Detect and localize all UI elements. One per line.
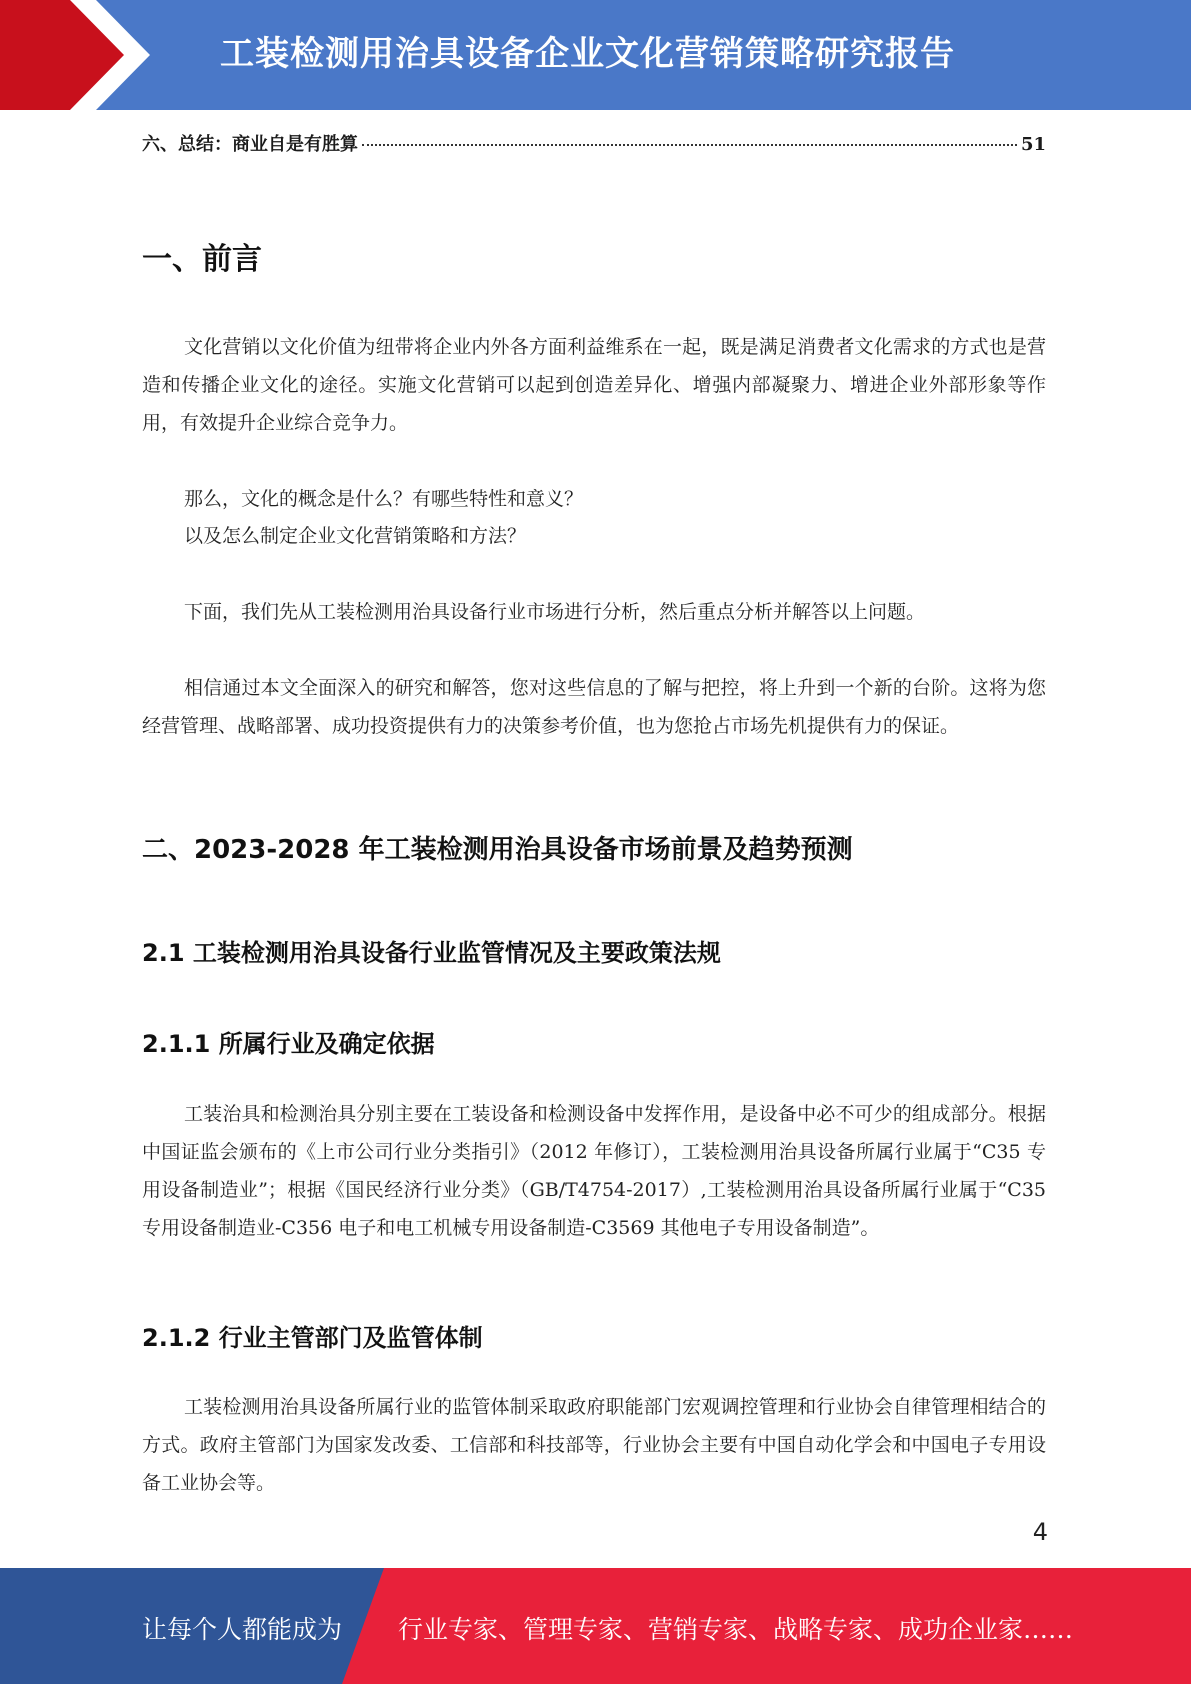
page-number: 4 (1032, 1518, 1048, 1546)
toc-entry[interactable] (142, 130, 1046, 160)
preface-paragraph-1: 文化营销以文化价值为纽带将企业内外各方面利益维系在一起，既是满足消费者文化需求的方式也是营造和传播企业文化的途径。实施文化营销可以起到创造差异化、增强内部凝聚力、增进企业外部形象等作用，有效提升企业综合竞争力。 (142, 336, 1046, 434)
subsection-heading-2-1: 2.1 工装检测用治具设备行业监管情况及主要政策法规 (142, 939, 721, 967)
report-title: 工装检测用治具设备企业文化营销策略研究报告 (220, 34, 955, 74)
footer-slogan-left: 让每个人都能成为 (142, 1615, 343, 1644)
section-heading-preface: 一、前言 (142, 242, 262, 277)
industry-classification-paragraph: 工装治具和检测治具分别主要在工装设备和检测设备中发挥作用，是设备中必不可少的组成部分。根据中国证监会颁布的《上市公司行业分类指引》（2012 年修订），工装检测用治具设备所属行业属于“C35 专用设备制造业”；根据《国民经济行业分类》（GB/T4754-2017）,工装检测用治具设备所属行业属于“C35 专用设备制造业-C356 电子和电工机械专用设备制造-C3569 其他电子专用设备制造”。 (142, 1103, 1046, 1239)
preface-paragraph-2: 下面，我们先从工装检测用治具设备行业市场进行分析，然后重点分析并解答以上问题。 (184, 601, 926, 623)
header-banner (0, 0, 1191, 110)
subsection-heading-2-1-1: 2.1.1 所属行业及确定依据 (142, 1030, 435, 1058)
section-heading-market-forecast: 二、2023-2028 年工装检测用治具设备市场前景及趋势预测 (142, 835, 853, 865)
subsection-heading-2-1-2: 2.1.2 行业主管部门及监管体制 (142, 1324, 483, 1352)
footer-banner (0, 1568, 1191, 1684)
preface-question-2: 以及怎么制定企业文化营销策略和方法？ (184, 525, 527, 547)
toc-entry-page: 51 (1020, 134, 1046, 155)
footer-slogan-right: 行业专家、管理专家、营销专家、战略专家、成功企业家…… (398, 1615, 1074, 1644)
toc-entry-label: 六、总结：商业自是有胜算 (142, 134, 358, 155)
preface-question-1: 那么，文化的概念是什么？有哪些特性和意义？ (184, 488, 584, 510)
preface-paragraph-3: 相信通过本文全面深入的研究和解答，您对这些信息的了解与把控，将上升到一个新的台阶。这将为您经营管理、战略部署、成功投资提供有力的决策参考价值，也为您抢占市场先机提供有力的保证。 (142, 677, 1046, 737)
toc-leader-dots (362, 144, 1017, 146)
regulation-paragraph: 工装检测用治具设备所属行业的监管体制采取政府职能部门宏观调控管理和行业协会自律管理相结合的方式。政府主管部门为国家发改委、工信部和科技部等，行业协会主要有中国自动化学会和中国电子专用设备工业协会等。 (142, 1396, 1046, 1494)
